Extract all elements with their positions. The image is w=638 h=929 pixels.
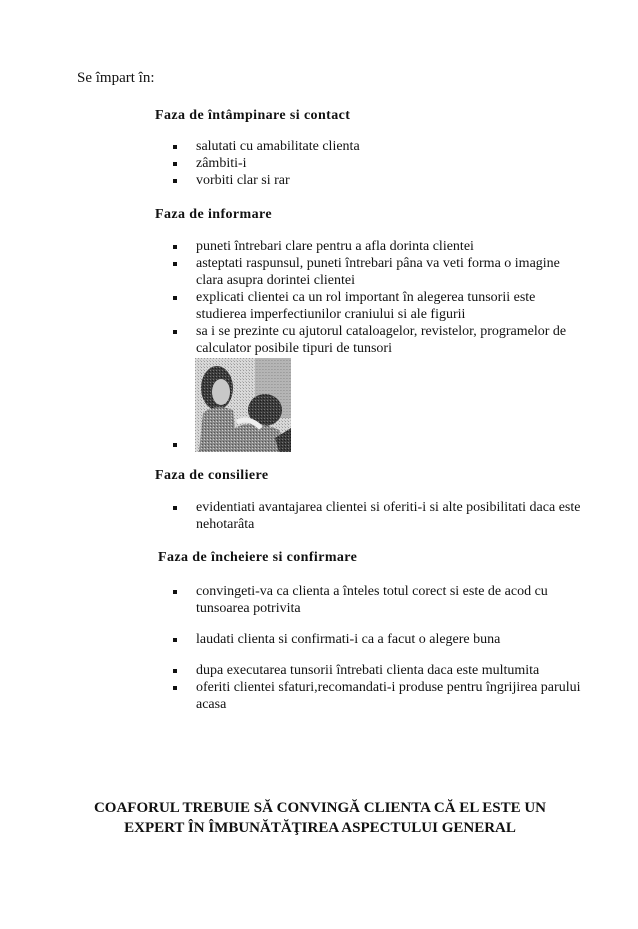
consiliere-list — [173, 499, 586, 533]
photo-bullet — [173, 443, 177, 447]
list-item: oferiti clientei sfaturi,recomandati-i produse pentru îngrijirea parului acasa — [173, 679, 586, 713]
intro-text: Se împart în: — [77, 70, 155, 86]
closing-line-2: EXPERT ÎN ÎMBUNĂTĂŢIREA ASPECTULUI GENERAL — [124, 820, 516, 836]
section-title-incheiere: Faza de încheiere si confirmare — [158, 550, 358, 565]
list-item: vorbiti clar si rar — [173, 172, 586, 189]
list-item: laudati clienta si confirmati-i ca a facut o alegere buna — [173, 631, 586, 648]
haircut-photo-image — [195, 358, 291, 452]
list-item: evidentiati avantajarea clientei si oferiti-i si alte posibilitati daca este nehotarâta — [173, 499, 586, 533]
list-item: explicati clientei ca un rol important în alegerea tunsorii este studierea imperfectiunilor craniului si ale figurii — [173, 289, 586, 323]
list-item: puneti întrebari clare pentru a afla dorinta clientei — [173, 238, 586, 255]
incheiere-list — [173, 583, 586, 713]
list-item: asteptati raspunsul, puneti întrebari pâna va veti forma o imagine clara asupra dorintei clientei — [173, 255, 586, 289]
list-item: zâmbiti-i — [173, 155, 586, 172]
list-item: salutati cu amabilitate clienta — [173, 138, 586, 155]
list-item: sa i se prezinte cu ajutorul cataloagelor, revistelor, programelor de calculator posibile tipuri de tunsori — [173, 323, 586, 357]
list-item: dupa executarea tunsorii întrebati clienta daca este multumita — [173, 662, 586, 679]
closing-statement — [60, 798, 580, 838]
section-title-informare: Faza de informare — [155, 207, 272, 222]
list-item: convingeti-va ca clienta a înteles totul corect si este de acod cu tunsoarea potrivita — [173, 583, 586, 617]
section-title-contact: Faza de întâmpinare si contact — [155, 108, 351, 123]
section-title-consiliere: Faza de consiliere — [155, 468, 269, 483]
informare-list — [173, 238, 586, 357]
closing-line-1: COAFORUL TREBUIE SĂ CONVINGĂ CLIENTA CĂ EL ESTE UN — [93, 800, 547, 816]
haircut-photo — [195, 358, 291, 452]
contact-list — [173, 138, 586, 189]
